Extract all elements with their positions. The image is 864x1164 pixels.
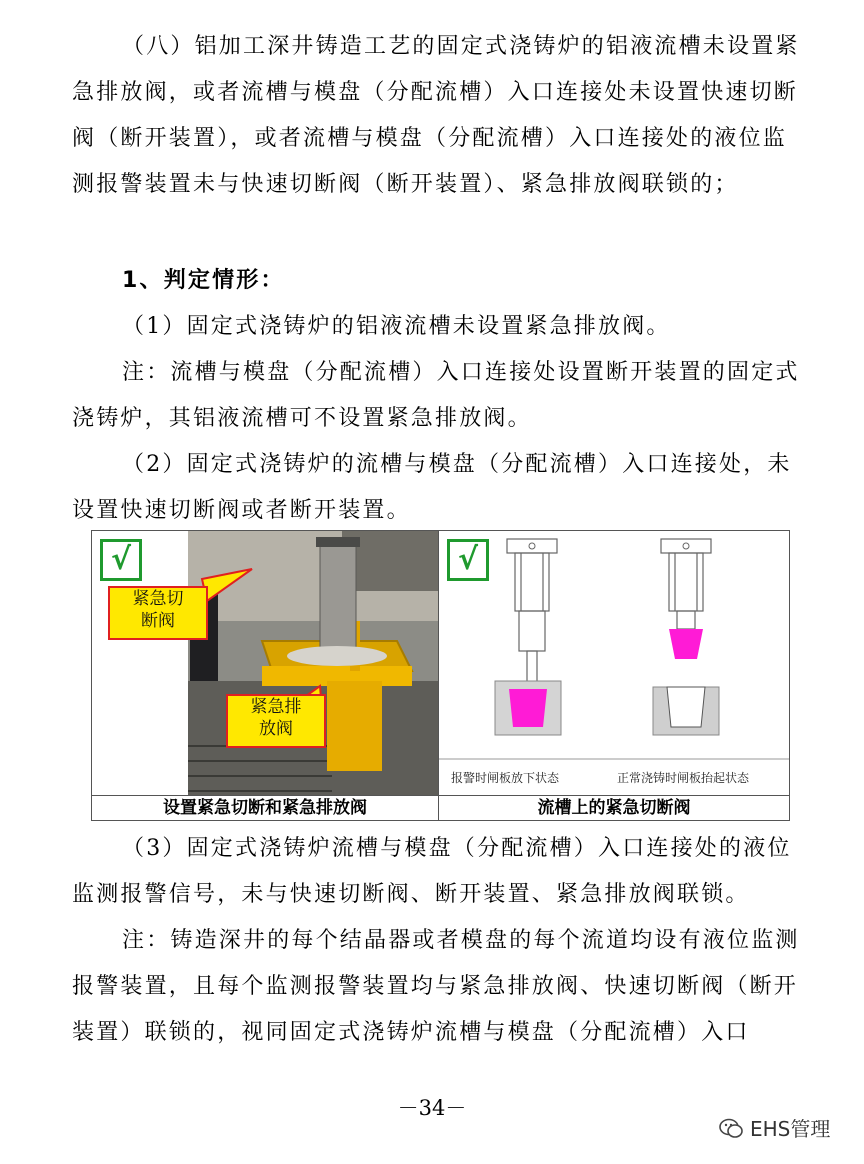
wechat-icon [718, 1117, 744, 1139]
callout-text-line: 放阀 [259, 719, 293, 739]
callout-emergency-drain [226, 694, 326, 748]
figure-table [91, 530, 790, 821]
paragraph-case-2: （2）固定式浇铸炉的流槽与模盘（分配流槽）入口连接处，未设置快速切断阀或者断开装置。 [72, 452, 792, 523]
gate-diagram [439, 531, 789, 795]
section-heading: 1、判定情形： [122, 268, 285, 293]
callout-text-line: 紧急切 [132, 589, 184, 609]
diagram-cell [439, 531, 789, 795]
callout-text-line: 紧急排 [250, 697, 302, 717]
caption-left: 设置紧急切断和紧急排放阀 [92, 795, 439, 821]
paragraph-item-eight: （八）铝加工深井铸造工艺的固定式浇铸炉的铝液流槽未设置紧急排放阀，或者流槽与模盘（分配流槽）入口连接处未设置快速切断阀（断开装置），或者流槽与模盘（分配流槽）入口连接处的液位监测报警装置未与快速切断阀（断开装置）、紧急排放阀联锁的； [72, 34, 800, 197]
green-check-icon: √ [447, 539, 489, 581]
photo-cell [92, 531, 439, 795]
paragraph-note-2: 注：铸造深井的每个结晶器或者模盘的每个流道均设有液位监测报警装置，且每个监测报警装置均与紧急排放阀、快速切断阀（断开装置）联锁的，视同固定式浇铸炉流槽与模盘（分配流槽）入口 [72, 928, 800, 1045]
diagram-label-normal: 正常浇铸时闸板抬起状态 [617, 771, 750, 785]
callout-emergency-shutoff [108, 586, 208, 640]
paragraph-case-3: （3）固定式浇铸炉流槽与模盘（分配流槽）入口连接处的液位监测报警信号，未与快速切断阀、断开装置、紧急排放阀联锁。 [72, 836, 792, 907]
diagram-label-alarm: 报警时闸板放下状态 [451, 771, 560, 785]
paragraph-case-1: （1）固定式浇铸炉的铝液流槽未设置紧急排放阀。 [122, 314, 671, 339]
caption-right: 流槽上的紧急切断阀 [439, 795, 789, 821]
valve-photo [92, 531, 438, 795]
watermark-text: EHS管理 [750, 1117, 831, 1141]
paragraph-note-1: 注：流槽与模盘（分配流槽）入口连接处设置断开装置的固定式浇铸炉，其铝液流槽可不设置紧急排放阀。 [72, 360, 800, 431]
callout-text-line: 断阀 [141, 611, 175, 631]
watermark [718, 1113, 830, 1142]
green-check-icon: √ [100, 539, 142, 581]
page-number: －34－ [397, 1096, 467, 1120]
